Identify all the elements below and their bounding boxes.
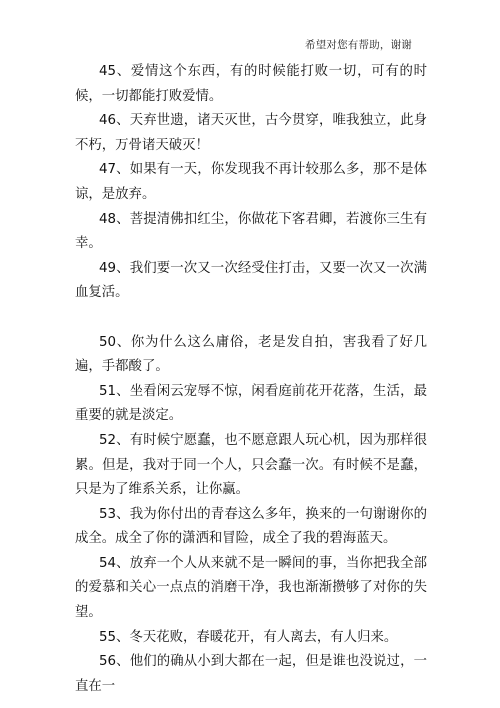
entry-53: 53、我为你付出的青春这么多年，换来的一句谢谢你的成全。成全了你的潇洒和冒险，成全了我的碧海蓝天。 bbox=[75, 506, 427, 547]
entry-52: 52、有时候宁愿蠢，也不愿意跟人玩心机，因为那样很累。但是，我对于同一个人，只会蠢一次。有时候不是蠢，只是为了维系关系，让你赢。 bbox=[75, 432, 427, 498]
entry-54: 54、放弃一个人从来就不是一瞬间的事，当你把我全部的爱慕和关心一点点的消磨干净，我也渐渐攒够了对你的失望。 bbox=[75, 555, 427, 621]
entry-46: 46、天弃世遗，诸天灭世，古今贯穿，唯我独立，此身不朽，万骨诸天破灭！ bbox=[75, 113, 427, 153]
document-body bbox=[75, 60, 427, 699]
header-note: 希望对您有帮助，谢谢 bbox=[305, 39, 412, 51]
entry-49: 49、我们要一次又一次经受住打击，又要一次又一次满血复活。 bbox=[75, 260, 427, 301]
blank-line bbox=[75, 306, 427, 331]
entry-50: 50、你为什么这么庸俗，老是发自拍，害我看了好几遍，手都酸了。 bbox=[75, 334, 427, 375]
entry-45: 45、爱情这个东西，有的时候能打败一切，可有的时候，一切都能打败爱情。 bbox=[75, 64, 427, 104]
entry-48: 48、菩提清佛扣红尘，你做花下客君卿，若渡你三生有幸。 bbox=[75, 211, 427, 252]
entry-47: 47、如果有一天，你发现我不再计较那么多，那不是体谅，是放弃。 bbox=[75, 162, 427, 202]
entry-55: 55、冬天花败，春暖花开，有人离去，有人归来。 bbox=[99, 629, 398, 645]
entry-56: 56、他们的确从小到大都在一起，但是谁也没说过，一直在一 bbox=[75, 654, 427, 694]
entry-51: 51、坐看闲云宠辱不惊，闲看庭前花开花落，生活，最重要的就是淡定。 bbox=[75, 383, 427, 424]
